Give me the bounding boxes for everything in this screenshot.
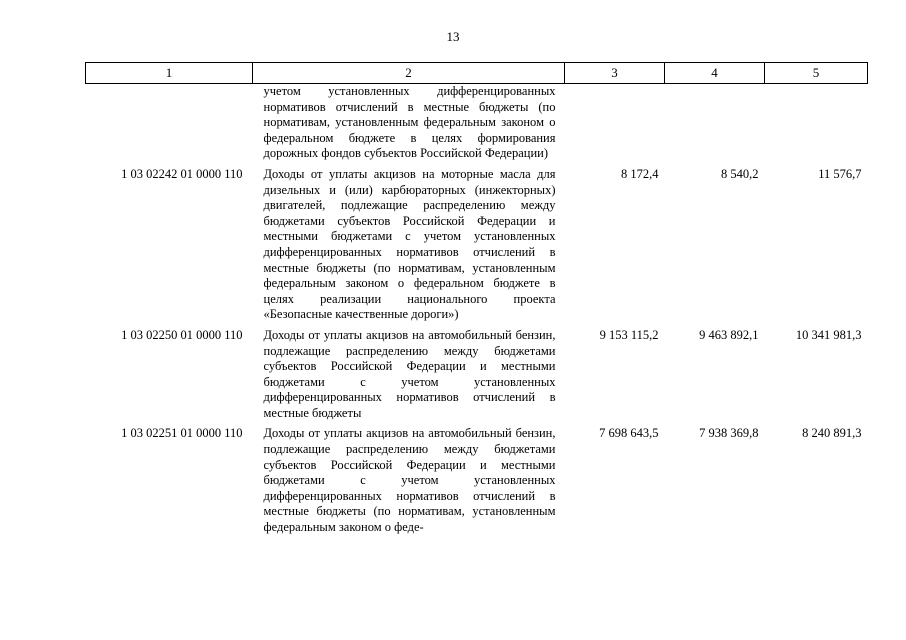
page-number: 13: [446, 29, 460, 44]
row-value-col3: 9 153 115,2: [599, 327, 659, 342]
table-row: [86, 328, 868, 427]
continuation-description: учетом установленных дифференцированных нормативов отчислений в местные бюджеты (по нормативам, установленным федеральным законом о федеральном бюджете в целях формирования дорожных фондов субъектов Российской Федерации): [263, 84, 556, 161]
budget-revenue-table: [85, 62, 868, 541]
row-value-col5: 10 341 981,3: [795, 327, 862, 342]
table-header-row: [86, 63, 868, 84]
row-code: 1 03 02251 01 0000 110: [121, 426, 243, 441]
row-description: Доходы от уплаты акцизов на моторные масла для дизельных и (или) карбюраторных (инжекторных) двигателей, подлежащие распределению между бюджетами субъектов Российской Федерации и местными бюджетами с учетом установленных дифференцированных нормативов отчислений в местные бюджеты (по нормативам, установленным федеральным законом о федеральном бюджете в целях реализации национального проекта «Безопасные качественные дороги»): [263, 166, 556, 322]
row-value-col5: 11 576,7: [818, 166, 862, 181]
row-value-col4: 7 938 369,8: [699, 426, 759, 441]
row-code: 1 03 02250 01 0000 110: [121, 327, 243, 342]
column-header-2: 2: [253, 63, 565, 84]
row-code: 1 03 02242 01 0000 110: [121, 166, 243, 181]
table-row: [86, 167, 868, 328]
table-row: [86, 426, 868, 540]
column-header-5: 5: [765, 63, 868, 84]
row-value-col5: 8 240 891,3: [802, 426, 862, 441]
row-value-col4: 8 540,2: [721, 166, 759, 181]
row-description: Доходы от уплаты акцизов на автомобильный бензин, подлежащие распределению между бюджетами субъектов Российской Федерации и местными бюджетами с учетом установленных дифференцированных нормативов отчислений в местные бюджеты: [263, 327, 556, 420]
row-value-col4: 9 463 892,1: [699, 327, 759, 342]
table-row-continuation: [86, 84, 868, 167]
column-header-1: 1: [86, 63, 253, 84]
column-header-3: 3: [565, 63, 665, 84]
row-description: Доходы от уплаты акцизов на автомобильный бензин, подлежащие распределению между бюджетами субъектов Российской Федерации и местными бюджетами с учетом установленных дифференцированных нормативов отчислений в местные бюджеты (по нормативам, установленным федеральным законом о феде-: [263, 426, 556, 535]
row-value-col3: 8 172,4: [621, 166, 659, 181]
column-header-4: 4: [665, 63, 765, 84]
row-value-col3: 7 698 643,5: [599, 426, 659, 441]
